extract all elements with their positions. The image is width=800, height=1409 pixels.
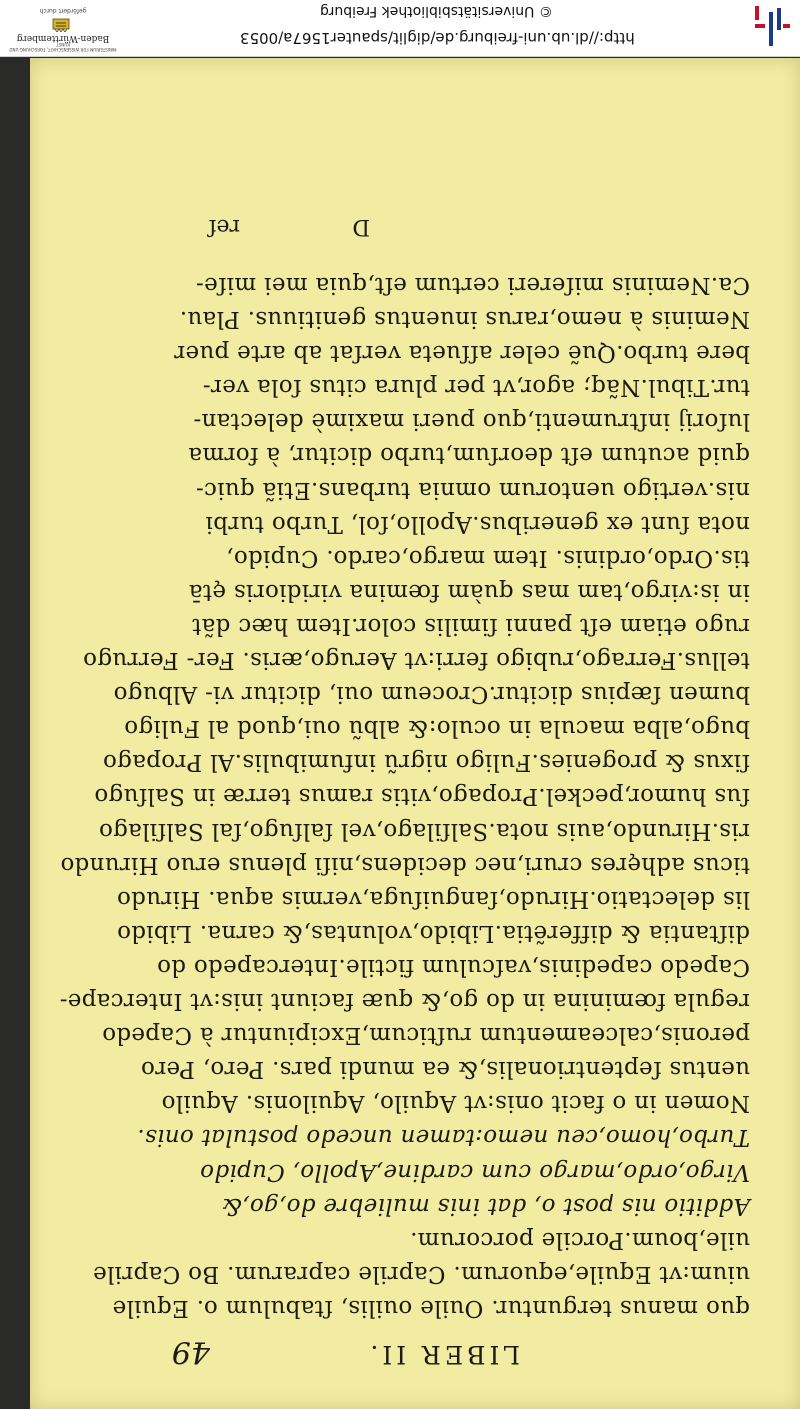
text-line: Neminis à nemo,rarus inuentus genitiuus. Plau. <box>179 306 750 333</box>
text-line: uile,boum.Porcile porcorum. <box>409 1226 750 1253</box>
text-line: uium:vt Equile,equorum. Caprile caprarum. Bo Caprile <box>92 1260 750 1287</box>
text-line: peronis,calceamentum ruſticum,Excipiuntur à Capedo <box>101 1022 750 1049</box>
catchword: reſ <box>208 214 240 239</box>
text-line: lis delectatio.Hirudo,ſanguiſuga,vermis aqua. Hirudo <box>116 885 750 912</box>
page-number: 49 <box>171 1334 210 1369</box>
sponsor-logo <box>4 4 122 52</box>
text-line: uentus ſeptentrionalis,& ea mundi pars. Pero, Pero <box>140 1056 750 1083</box>
text-line: Turbo,homo,ceu nemo:tamen uncedo postulat onis. <box>137 1124 750 1151</box>
text-line: nota ſunt ex generibus.Apollo,ſol, Turbo turbi <box>205 510 750 537</box>
text-line: Ca.Neminis miſereri certum eſt,quia mei miſe- <box>195 272 750 298</box>
text-line: bumen ſæpius dicitur.Croceum oui, dicitur vi- Albugo <box>113 681 750 708</box>
viewer-banner <box>0 0 800 57</box>
text-line: rugo etiam eſt panni ſimilis color.Item hæc dãt <box>191 613 750 639</box>
text-line: nis.vertigo uentorum omnia turbans.Etiã quic- <box>195 476 750 503</box>
signature-mark: D <box>352 214 370 239</box>
text-line: in is:virgo,tam mas quàm fœmina viridioris ętā <box>188 578 750 605</box>
text-line: diſtantia & differẽtia.Libido,voluntas,& carna. Libido <box>116 919 750 946</box>
text-line: regula fœminina in do go,& quæ faciunt inis:vt Intercape- <box>59 988 750 1015</box>
text-line: tis.Ordo,ordinis. Item margo,cardo. Cupido, <box>225 544 750 571</box>
text-line: quid acutum eſt deorſum,turbo dicitur, à forma <box>188 442 750 469</box>
text-line: luſorij inſtrumenti,quo pueri maximè delectan- <box>193 408 750 435</box>
state-text: Baden-Württemberg <box>16 33 110 43</box>
text-line: bugo,alba macula in oculo:& albũ oui,quod al Fuligo <box>124 715 750 742</box>
text-line: ticus adhęres cruri,nec decidens,niſi plenus eruo Hirundo <box>60 851 750 878</box>
permalink-url[interactable]: http://dl.ub.uni-freiburg.de/diglit/spauter1567a/0053 <box>240 29 635 47</box>
text-line: ſus humor,peckel.Propago,vitis ramus terræ in Salſugo <box>94 783 750 810</box>
running-head: LIBER II. <box>366 1340 520 1369</box>
text-line: tur.Tibul.Nãq; agor,vt per plura citus ſola ver- <box>202 374 750 401</box>
text-line: Capedo capedinis,vaſculum fictile.Intercapedo do <box>156 954 750 980</box>
text-line: bere turbo.Quẽ celer aſſueta verſat ab arte puer <box>173 340 750 367</box>
text-line: Additio nis post o, dat inis muliebre do,go,& <box>221 1192 750 1219</box>
text-line: ris.Hirundo,auis nota.Salſilago,vel ſalſugo,ſal Salſilago <box>98 817 750 844</box>
text-line: ſixus & progenies.Fuligo nigrũ infumibulis.Al Propago <box>102 749 750 776</box>
funded-by-text: gefördert durch <box>39 7 87 14</box>
ministry-text: MINISTERIUM FÜR WISSENSCHAFT, FORSCHUNG UND KUNST <box>9 42 117 52</box>
text-line: Nomen in o facit onis:vt Aquilo, Aquilonis. Aquilo <box>161 1090 750 1117</box>
book-page <box>30 58 800 1409</box>
text-block <box>30 58 800 1409</box>
text-line: quo manus terguntur. Ouile ouilis, ſtabulum o. Equile <box>112 1295 750 1321</box>
text-line: Virgo,ordo,margo cum cardine,Apollo, Cupido <box>199 1158 750 1185</box>
text-line: tellus.Ferrago,rubigo ferri:vt Aerugo,æris. Fer- Ferrugo <box>82 647 750 674</box>
university-logo-icon <box>752 6 792 46</box>
copyright-text: © Universitätsbibliothek Freiburg <box>320 3 553 19</box>
page-content-rotated <box>30 58 800 1409</box>
crest-icon <box>52 18 70 32</box>
